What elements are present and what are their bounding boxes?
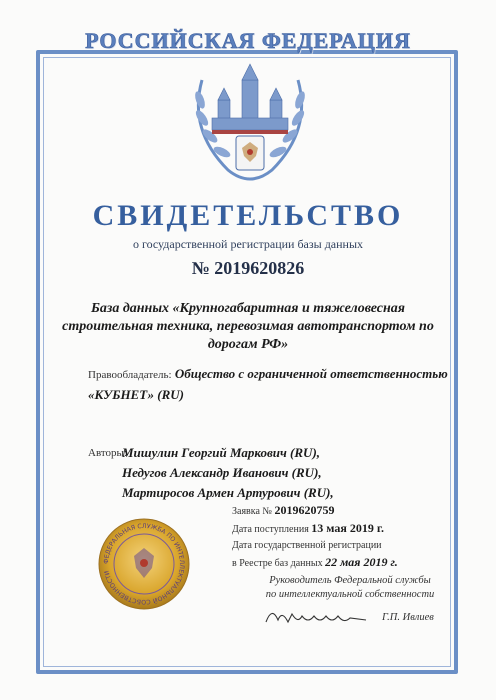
signatory-name: Г.П. Ивлиев <box>382 612 434 623</box>
handwritten-signature <box>262 604 372 628</box>
certificate-subtitle: о государственной регистрации базы данных <box>132 237 364 251</box>
state-emblem-icon <box>188 60 312 202</box>
authors-label: Авторы: <box>88 447 127 459</box>
country-heading: РОССИЙСКАЯ ФЕДЕРАЦИЯ <box>85 28 411 53</box>
filing-date-label: Дата поступления <box>232 524 309 535</box>
signatory-position <box>250 574 450 602</box>
authors-list <box>122 443 334 503</box>
author-item: Недугов Александр Иванович (RU), <box>122 465 322 480</box>
certificate-title: СВИДЕТЕЛЬСТВО <box>92 199 404 232</box>
registration-date-label-1: Дата государственной регистрации <box>232 540 382 551</box>
author-item: Мартиросов Армен Артурович (RU), <box>122 485 334 500</box>
signatory-position-line2: по интеллектуальной собственности <box>265 589 435 600</box>
application-details <box>232 502 398 572</box>
filing-date: 13 мая 2019 г. <box>311 521 384 535</box>
holder-name-line1: Общество с ограниченной ответственностью <box>174 366 448 381</box>
holder-name-line2: «КУБНЕТ» (RU) <box>88 387 184 402</box>
registration-date-label-2: в Реестре баз данных <box>232 558 323 569</box>
official-seal-icon <box>98 518 190 610</box>
author-item: Мишулин Георгий Маркович (RU), <box>122 445 321 460</box>
holder-label: Правообладатель: <box>88 369 172 381</box>
database-name: База данных «Крупногабаритная и тяжеловесная строительная техника, перевозимая автотранспортом по дорогам РФ» <box>62 301 434 352</box>
seal-text: ФЕДЕРАЛЬНАЯ СЛУЖБА ПО ИНТЕЛЛЕКТУАЛЬНОЙ СОБСТВЕННОСТИ <box>102 522 186 606</box>
application-number-label: Заявка № <box>232 506 272 517</box>
rights-holder <box>88 364 448 404</box>
signatory-position-line1: Руководитель Федеральной службы <box>269 575 431 586</box>
application-number: 2019620759 <box>274 503 335 517</box>
certificate-number: № 2019620826 <box>191 258 305 278</box>
registration-date: 22 мая 2019 г. <box>325 555 398 569</box>
